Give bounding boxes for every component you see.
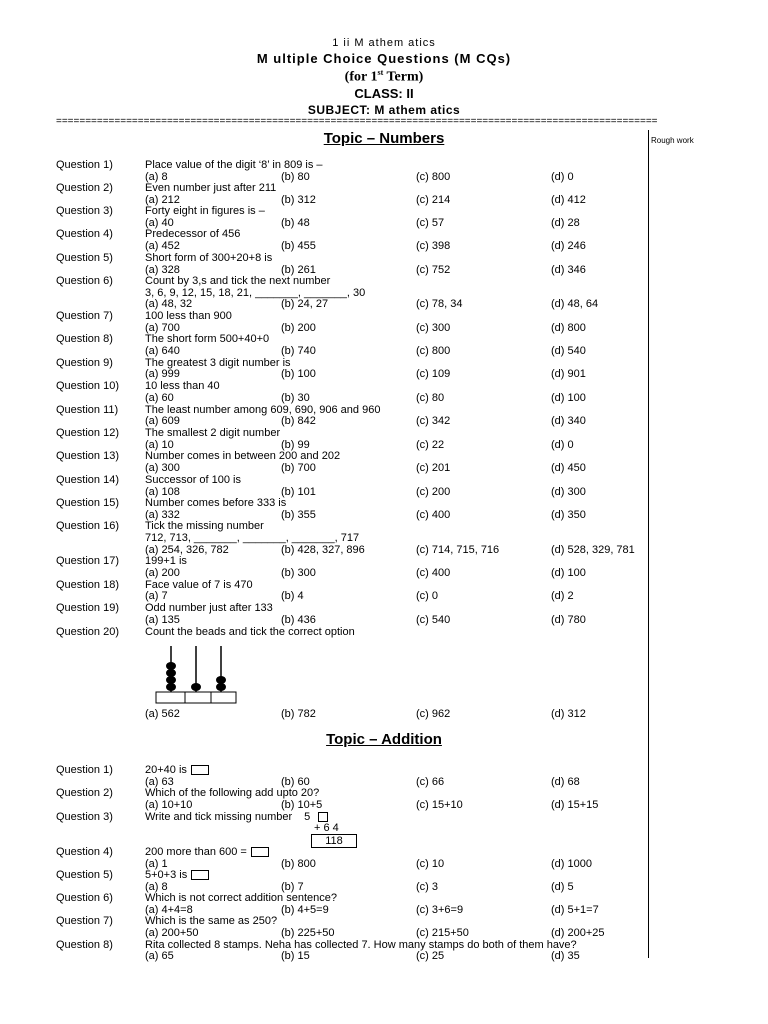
option-b[interactable]: (b) 100 <box>281 368 316 380</box>
option-b[interactable]: (b) 800 <box>281 858 316 870</box>
question-text-content: 5+0+3 is <box>145 869 188 881</box>
question-text: Face value of 7 is 470 <box>145 579 253 591</box>
option-d[interactable]: (d) 200+25 <box>551 927 605 939</box>
option-b[interactable]: (b) 200 <box>281 322 316 334</box>
option-c[interactable]: (c) 540 <box>416 614 451 626</box>
option-a[interactable]: (a) 10+10 <box>145 799 193 811</box>
rough-work-label: Rough work <box>651 136 694 145</box>
answer-box[interactable] <box>251 847 269 857</box>
question-number: Question 7) <box>56 915 113 927</box>
option-a[interactable]: (a) 609 <box>145 415 180 427</box>
option-a[interactable]: (a) 10 <box>145 439 174 451</box>
option-d[interactable]: (d) 300 <box>551 486 586 498</box>
abacus-base-cell <box>211 692 236 703</box>
option-a[interactable]: (a) 700 <box>145 322 180 334</box>
option-c[interactable]: (c) 752 <box>416 264 451 276</box>
option-b[interactable]: (b) 312 <box>281 194 316 206</box>
question-number: Question 3) <box>56 205 113 217</box>
option-a[interactable]: (a) 108 <box>145 486 180 498</box>
question-number: Question 2) <box>56 787 113 799</box>
option-c[interactable]: (c) 200 <box>416 486 451 498</box>
question-number: Question 20) <box>56 626 119 638</box>
question-text: 100 less than 900 <box>145 310 232 322</box>
question-text: Place value of the digit ‘8’ in 809 is – <box>145 159 323 171</box>
term-prefix: (for 1 <box>344 69 378 85</box>
option-d[interactable]: (d) 780 <box>551 614 586 626</box>
rough-work-divider <box>648 130 649 958</box>
question-text: Which is not correct addition sentence? <box>145 892 337 904</box>
question-number: Question 10) <box>56 380 119 392</box>
question-text: The short form 500+40+0 <box>145 333 270 345</box>
option-d[interactable]: (d) 0 <box>551 439 574 451</box>
option-a[interactable]: (a) 8 <box>145 171 168 183</box>
option-c[interactable]: (c) 800 <box>416 345 451 357</box>
option-d[interactable]: (d) 246 <box>551 240 586 252</box>
option-c[interactable]: (c) 0 <box>416 590 438 602</box>
number-sequence: 3, 6, 9, 12, 15, 18, 21, _______, _______, 30 <box>145 287 366 299</box>
question-text: Tick the missing number <box>145 520 264 532</box>
option-a[interactable]: (a) 65 <box>145 950 174 962</box>
option-d[interactable]: (d) 5+1=7 <box>551 904 599 916</box>
option-d[interactable]: (d) 48, 64 <box>551 298 599 310</box>
option-d[interactable]: (d) 450 <box>551 462 586 474</box>
option-c[interactable]: (c) 66 <box>416 776 445 788</box>
number-sequence: 712, 713, _______, _______, _______, 717 <box>145 532 360 544</box>
term-line <box>0 68 768 86</box>
abacus-bead <box>191 683 201 691</box>
question-text: The greatest 3 digit number is <box>145 357 291 369</box>
question-number: Question 4) <box>56 228 113 240</box>
question-number: Question 4) <box>56 846 113 858</box>
option-b[interactable]: (b) 355 <box>281 509 316 521</box>
option-a[interactable]: (a) 4+4=8 <box>145 904 193 916</box>
option-d[interactable]: (d) 412 <box>551 194 586 206</box>
question-text: Number comes in between 200 and 202 <box>145 450 341 462</box>
question-text: Odd number just after 133 <box>145 602 273 614</box>
question-number: Question 1) <box>56 159 113 171</box>
sum-box: 118 <box>311 834 357 848</box>
option-a[interactable]: (a) 7 <box>145 590 168 602</box>
option-b[interactable]: (b) 30 <box>281 392 310 404</box>
class-label: CLASS: II <box>354 86 414 101</box>
question-text: Rita collected 8 stamps. Neha has collected 7. How many stamps do both of them have? <box>145 939 577 951</box>
option-c[interactable]: (c) 342 <box>416 415 451 427</box>
option-d[interactable]: (d) 15+15 <box>551 799 599 811</box>
option-d[interactable]: (d) 0 <box>551 171 574 183</box>
option-b[interactable]: (b) 101 <box>281 486 316 498</box>
option-a[interactable]: (a) 562 <box>145 708 180 720</box>
answer-box[interactable] <box>191 765 209 775</box>
option-d[interactable]: (d) 28 <box>551 217 580 229</box>
topic-addition-title: Topic – Addition <box>326 731 442 748</box>
option-d[interactable]: (d) 901 <box>551 368 586 380</box>
option-d[interactable]: (d) 540 <box>551 345 586 357</box>
question-number: Question 5) <box>56 252 113 264</box>
option-a[interactable]: (a) 332 <box>145 509 180 521</box>
option-b[interactable]: (b) 7 <box>281 881 304 893</box>
question-text <box>145 811 328 823</box>
option-b[interactable]: (b) 842 <box>281 415 316 427</box>
option-d[interactable]: (d) 100 <box>551 392 586 404</box>
option-a[interactable]: (a) 212 <box>145 194 180 206</box>
option-b[interactable]: (b) 99 <box>281 439 310 451</box>
abacus-figure <box>150 640 245 706</box>
option-b[interactable]: (b) 48 <box>281 217 310 229</box>
option-c[interactable]: (c) 25 <box>416 950 445 962</box>
separator-line: ======================================================================================================= <box>56 116 658 127</box>
option-c[interactable]: (c) 3 <box>416 881 438 893</box>
option-c[interactable]: (c) 78, 34 <box>416 298 463 310</box>
question-number: Question 17) <box>56 555 119 567</box>
option-b[interactable]: (b) 4 <box>281 590 304 602</box>
option-b[interactable]: (b) 10+5 <box>281 799 323 811</box>
option-c[interactable]: (c) 400 <box>416 567 451 579</box>
question-text: Which of the following add upto 20? <box>145 787 320 799</box>
option-a[interactable]: (a) 8 <box>145 881 168 893</box>
question-text: Even number just after 211 <box>145 182 277 194</box>
question-text: 199+1 is <box>145 555 187 567</box>
option-a[interactable]: (a) 63 <box>145 776 174 788</box>
option-d[interactable]: (d) 340 <box>551 415 586 427</box>
option-b[interactable]: (b) 15 <box>281 950 310 962</box>
option-d[interactable]: (d) 2 <box>551 590 574 602</box>
question-text <box>145 764 209 776</box>
option-b[interactable]: (b) 740 <box>281 345 316 357</box>
option-c[interactable]: (c) 22 <box>416 439 445 451</box>
option-b[interactable]: (b) 782 <box>281 708 316 720</box>
option-b[interactable]: (b) 24, 27 <box>281 298 329 310</box>
option-a[interactable]: (a) 254, 326, 782 <box>145 544 229 556</box>
question-text: 10 less than 40 <box>145 380 220 392</box>
question-number: Question 15) <box>56 497 119 509</box>
option-d[interactable]: (d) 350 <box>551 509 586 521</box>
option-a[interactable]: (a) 1 <box>145 858 168 870</box>
question-text-content: Write and tick missing number <box>145 811 293 823</box>
option-c[interactable]: (c) 3+6=9 <box>416 904 464 916</box>
abacus-bead <box>216 676 226 684</box>
option-a[interactable]: (a) 999 <box>145 368 180 380</box>
question-number: Question 13) <box>56 450 119 462</box>
question-number: Question 19) <box>56 602 119 614</box>
option-c[interactable]: (c) 398 <box>416 240 451 252</box>
option-a[interactable]: (a) 328 <box>145 264 180 276</box>
question-number: Question 18) <box>56 579 119 591</box>
option-b[interactable]: (b) 80 <box>281 171 310 183</box>
question-number: Question 6) <box>56 275 113 287</box>
question-number: Question 3) <box>56 811 113 823</box>
option-b[interactable]: (b) 261 <box>281 264 316 276</box>
option-d[interactable]: (d) 5 <box>551 881 574 893</box>
question-text: Successor of 100 is <box>145 474 241 486</box>
question-text: Forty eight in figures is – <box>145 205 265 217</box>
option-c[interactable]: (c) 800 <box>416 171 451 183</box>
subject-label: SUBJECT: M athem atics <box>307 103 461 117</box>
document-title: M ultiple Choice Questions (M CQs) <box>256 51 512 66</box>
question-number: Question 16) <box>56 520 119 532</box>
option-c[interactable]: (c) 215+50 <box>416 927 469 939</box>
option-c[interactable]: (c) 962 <box>416 708 451 720</box>
option-b[interactable]: (b) 700 <box>281 462 316 474</box>
abacus-bead <box>216 683 226 691</box>
question-text: Which is the same as 250? <box>145 915 278 927</box>
option-a[interactable]: (a) 40 <box>145 217 174 229</box>
option-a[interactable]: (a) 135 <box>145 614 180 626</box>
option-a[interactable]: (a) 200+50 <box>145 927 199 939</box>
question-text-content: 200 more than 600 = <box>145 846 247 858</box>
question-text: The least number among 609, 690, 906 and 960 <box>145 404 381 416</box>
abacus-bead <box>166 683 176 691</box>
option-c[interactable]: (c) 80 <box>416 392 445 404</box>
question-text: Count the beads and tick the correct option <box>145 626 355 638</box>
option-c[interactable]: (c) 400 <box>416 509 451 521</box>
option-c[interactable]: (c) 201 <box>416 462 451 474</box>
abacus-base-cell <box>156 692 185 703</box>
question-text: Count by 3,s and tick the next number <box>145 275 331 287</box>
question-text <box>145 869 209 881</box>
option-d[interactable]: (d) 68 <box>551 776 580 788</box>
option-a[interactable]: (a) 48, 32 <box>145 298 193 310</box>
abacus-bead <box>166 676 176 684</box>
option-a[interactable]: (a) 300 <box>145 462 180 474</box>
question-number: Question 9) <box>56 357 113 369</box>
option-b[interactable]: (b) 300 <box>281 567 316 579</box>
subject-code: 1 ii M athem atics <box>332 37 436 49</box>
topic-numbers-heading <box>0 130 768 147</box>
option-c[interactable]: (c) 109 <box>416 368 451 380</box>
question-number: Question 6) <box>56 892 113 904</box>
option-d[interactable]: (d) 528, 329, 781 <box>551 544 635 556</box>
question-number: Question 2) <box>56 182 113 194</box>
option-a[interactable]: (a) 640 <box>145 345 180 357</box>
option-d[interactable]: (d) 800 <box>551 322 586 334</box>
question-text: Short form of 300+20+8 is <box>145 252 273 264</box>
option-a[interactable]: (a) 200 <box>145 567 180 579</box>
option-b[interactable]: (b) 455 <box>281 240 316 252</box>
topic-addition-heading <box>0 731 768 748</box>
option-d[interactable]: (d) 100 <box>551 567 586 579</box>
question-text: Predecessor of 456 <box>145 228 241 240</box>
abacus-base-cell <box>185 692 211 703</box>
answer-box[interactable] <box>318 812 328 822</box>
question-text <box>145 846 269 858</box>
question-number: Question 8) <box>56 939 113 951</box>
question-number: Question 1) <box>56 764 113 776</box>
option-c[interactable]: (c) 214 <box>416 194 451 206</box>
option-c[interactable]: (c) 15+10 <box>416 799 463 811</box>
option-a[interactable]: (a) 452 <box>145 240 180 252</box>
abacus-bead <box>166 662 176 670</box>
option-b[interactable]: (b) 60 <box>281 776 310 788</box>
abacus-bead <box>166 669 176 677</box>
question-number: Question 14) <box>56 474 119 486</box>
term-superscript: st <box>377 68 384 77</box>
question-number: Question 8) <box>56 333 113 345</box>
addend-bottom: + 6 4 <box>314 822 339 834</box>
option-d[interactable]: (d) 35 <box>551 950 580 962</box>
addend-top: 5 <box>304 811 311 823</box>
option-d[interactable]: (d) 1000 <box>551 858 592 870</box>
question-text-content: 20+40 is <box>145 764 187 776</box>
option-c[interactable]: (c) 300 <box>416 322 451 334</box>
option-c[interactable]: (c) 10 <box>416 858 445 870</box>
option-b[interactable]: (b) 428, 327, 896 <box>281 544 365 556</box>
answer-box[interactable] <box>191 870 209 880</box>
question-number: Question 12) <box>56 427 119 439</box>
question-number: Question 7) <box>56 310 113 322</box>
option-a[interactable]: (a) 60 <box>145 392 174 404</box>
question-number: Question 5) <box>56 869 113 881</box>
option-c[interactable]: (c) 714, 715, 716 <box>416 544 500 556</box>
question-number: Question 11) <box>56 404 119 416</box>
option-c[interactable]: (c) 57 <box>416 217 445 229</box>
topic-numbers-title: Topic – Numbers <box>323 130 445 147</box>
option-d[interactable]: (d) 312 <box>551 708 586 720</box>
option-b[interactable]: (b) 225+50 <box>281 927 335 939</box>
question-text: Number comes before 333 is <box>145 497 287 509</box>
question-text: The smallest 2 digit number <box>145 427 281 439</box>
option-d[interactable]: (d) 346 <box>551 264 586 276</box>
option-b[interactable]: (b) 4+5=9 <box>281 904 329 916</box>
term-suffix: Term) <box>383 69 424 85</box>
option-b[interactable]: (b) 436 <box>281 614 316 626</box>
